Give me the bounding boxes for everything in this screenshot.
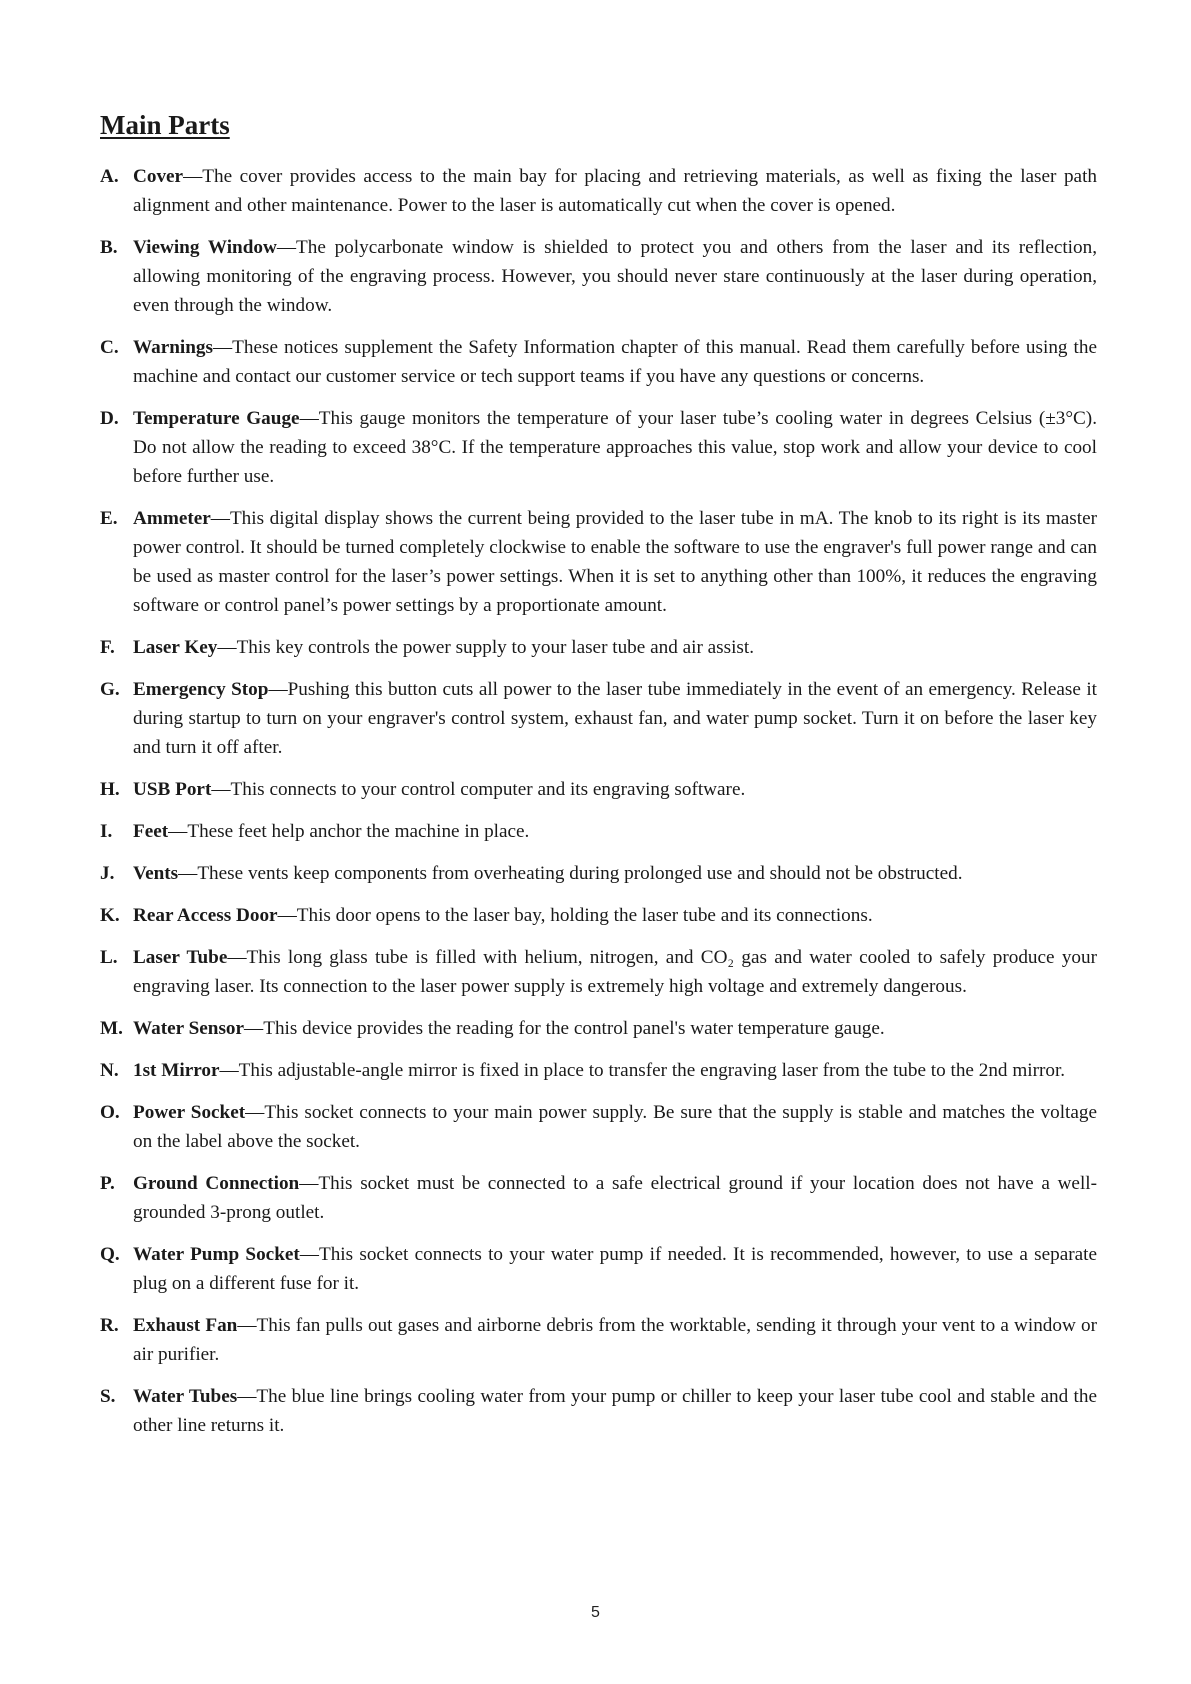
item-name: Laser Key: [133, 637, 218, 658]
item-name: 1st Mirror: [133, 1060, 220, 1081]
item-name: Ground Connection: [133, 1173, 300, 1194]
item-description: —This door opens to the laser bay, holding the laser tube and its connections.: [277, 905, 873, 926]
list-item: [100, 775, 1097, 804]
page-number: 5: [591, 1604, 600, 1621]
list-item: [100, 817, 1097, 846]
list-item: [100, 901, 1097, 930]
list-item: [100, 1311, 1097, 1369]
item-letter: Q.: [100, 1244, 120, 1265]
item-name: Exhaust Fan: [133, 1315, 238, 1336]
item-description: —Pushing this button cuts all power to the laser tube immediately in the event of an emergency. Release it during startup to turn on your engraver's control system, exhaust fan, and water pump socket. Turn it on before the laser key and turn it off after.: [133, 679, 1097, 758]
item-letter: A.: [100, 166, 119, 187]
list-item: [100, 1382, 1097, 1440]
list-item: [100, 1014, 1097, 1043]
item-description: —This socket must be connected to a safe electrical ground if your location does not have a well-grounded 3-prong outlet.: [133, 1173, 1097, 1223]
list-item: [100, 233, 1097, 320]
list-item: [100, 675, 1097, 762]
item-description: —This gauge monitors the temperature of your laser tube’s cooling water in degrees Celsius (±3°C). Do not allow the reading to exceed 38°C. If the temperature approaches this value, stop work and allow your device to cool before further use.: [133, 408, 1097, 487]
list-item: [100, 943, 1097, 1001]
item-letter: O.: [100, 1102, 120, 1123]
item-letter: M.: [100, 1018, 123, 1039]
item-letter: F.: [100, 637, 115, 658]
list-item: [100, 1056, 1097, 1085]
item-name: Water Tubes: [133, 1386, 238, 1407]
parts-list: [100, 162, 1097, 1453]
item-letter: N.: [100, 1060, 119, 1081]
item-letter: R.: [100, 1315, 119, 1336]
list-item: [100, 404, 1097, 491]
list-item: [100, 1098, 1097, 1156]
item-description: —The polycarbonate window is shielded to protect you and others from the laser and its reflection, allowing monitoring of the engraving process. However, you should never stare continuously at the laser during operation, even through the window.: [133, 237, 1097, 316]
item-description: —The blue line brings cooling water from your pump or chiller to keep your laser tube cool and stable and the other line returns it.: [133, 1386, 1097, 1436]
item-letter: E.: [100, 508, 118, 529]
page-title: Main Parts: [100, 110, 230, 140]
item-description: —This fan pulls out gases and airborne debris from the worktable, sending it through your vent to a window or air purifier.: [133, 1315, 1098, 1365]
list-item: [100, 504, 1097, 620]
item-name: Viewing Window: [133, 237, 277, 258]
item-name: Vents: [133, 863, 179, 884]
item-description: —This digital display shows the current being provided to the laser tube in mA. The knob to its right is its master power control. It should be turned completely clockwise to enable the software to use the engraver's full power range and can be used as master control for the laser’s power settings. When it is set to anything other than 100%, it reduces the engraving software or control panel’s power settings by a proportionate amount.: [133, 508, 1097, 616]
item-name: Temperature Gauge: [133, 408, 300, 429]
item-description: —These feet help anchor the machine in place.: [168, 821, 530, 842]
list-item: [100, 333, 1097, 391]
list-item: [100, 633, 1097, 662]
item-description: —This socket connects to your water pump if needed. It is recommended, however, to use a separate plug on a different fuse for it.: [133, 1244, 1098, 1294]
item-letter: J.: [100, 863, 115, 884]
item-description: —These vents keep components from overheating during prolonged use and should not be obstructed.: [178, 863, 963, 884]
item-name: Ammeter: [133, 508, 211, 529]
item-description: —These notices supplement the Safety Information chapter of this manual. Read them carefully before using the machine and contact our customer service or tech support teams if you have any questions or concerns.: [133, 337, 1097, 387]
item-name: Emergency Stop: [133, 679, 269, 700]
item-name: Cover: [133, 166, 184, 187]
item-letter: I.: [100, 821, 113, 842]
item-name: Laser Tube: [133, 947, 228, 968]
item-letter: B.: [100, 237, 118, 258]
item-name: Feet: [133, 821, 169, 842]
list-item: [100, 859, 1097, 888]
item-description: —This key controls the power supply to your laser tube and air assist.: [217, 637, 755, 658]
list-item: [100, 1169, 1097, 1227]
list-item: [100, 1240, 1097, 1298]
item-description: —This adjustable-angle mirror is fixed in place to transfer the engraving laser from the tube to the 2nd mirror.: [219, 1060, 1066, 1081]
item-name: Power Socket: [133, 1102, 246, 1123]
item-name: Rear Access Door: [133, 905, 278, 926]
list-item: [100, 162, 1097, 220]
item-description: —This socket connects to your main power supply. Be sure that the supply is stable and matches the voltage on the label above the socket.: [133, 1102, 1097, 1152]
item-name: Water Pump Socket: [133, 1244, 300, 1265]
item-letter: K.: [100, 905, 120, 926]
item-name: Warnings: [133, 337, 213, 358]
item-letter: L.: [100, 947, 118, 968]
item-letter: H.: [100, 779, 120, 800]
item-name: USB Port: [133, 779, 212, 800]
item-letter: S.: [100, 1386, 116, 1407]
item-description: —This connects to your control computer and its engraving software.: [211, 779, 746, 800]
item-letter: P.: [100, 1173, 115, 1194]
item-description: —This device provides the reading for the control panel's water temperature gauge.: [244, 1018, 885, 1039]
item-name: Water Sensor: [133, 1018, 245, 1039]
item-letter: D.: [100, 408, 119, 429]
item-description: —This long glass tube is filled with helium, nitrogen, and CO₂ gas and water cooled to safely produce your engraving laser. Its connection to the laser power supply is extremely high voltage and extremely dangerous.: [133, 947, 1097, 997]
item-description: —The cover provides access to the main bay for placing and retrieving materials, as well as fixing the laser path alignment and other maintenance. Power to the laser is automatically cut when the cover is opened.: [133, 166, 1097, 216]
item-letter: G.: [100, 679, 120, 700]
item-letter: C.: [100, 337, 119, 358]
